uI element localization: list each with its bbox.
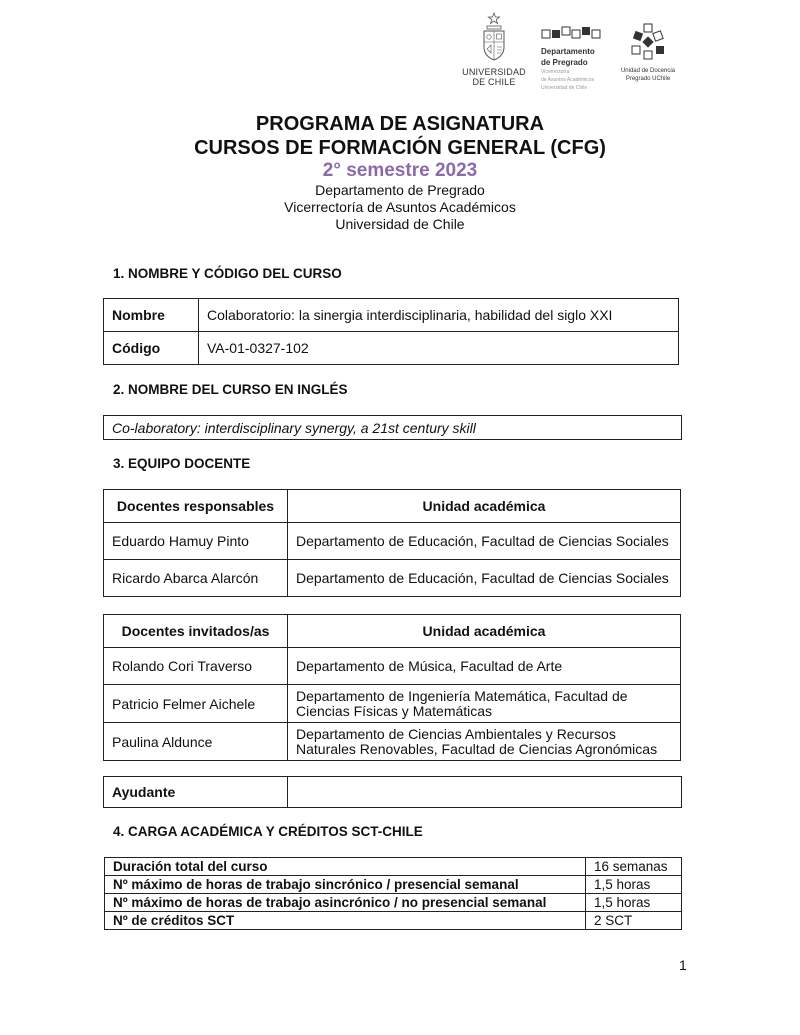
carga-label: Nº máximo de horas de trabajo asincrónico / no presencial semanal: [105, 894, 586, 912]
section-1-heading: 1. NOMBRE Y CÓDIGO DEL CURSO: [113, 266, 342, 281]
unit-name-line-2: Pregrado UChile: [625, 76, 671, 82]
table-row: [105, 894, 682, 912]
table-row: [105, 912, 682, 930]
university-line: Universidad de Chile: [335, 216, 465, 232]
universidad-de-chile-logo: [455, 12, 533, 87]
invitado-unit: [288, 685, 681, 723]
table-row: [104, 523, 681, 560]
table-header-row: [104, 615, 681, 648]
invitado-name: Rolando Cori Traverso: [104, 648, 288, 685]
vicerrectoria-line: Vicerrectoría de Asuntos Académicos: [284, 199, 516, 215]
semester-label: 2° semestre 2023: [322, 160, 478, 181]
docente-name: Eduardo Hamuy Pinto: [104, 523, 288, 560]
ayudante-value: [288, 777, 682, 808]
document-title: PROGRAMA DE ASIGNATURA: [255, 113, 545, 135]
nombre-value: Colaboratorio: la sinergia interdisciplinaria, habilidad del siglo XXI: [199, 299, 679, 332]
docente-name: Ricardo Abarca Alarcón: [104, 560, 288, 597]
page-number: 1: [679, 957, 687, 973]
table-row: [104, 332, 679, 365]
codigo-label: Código: [104, 332, 199, 365]
ayudante-table: [103, 776, 682, 808]
invitado-unit-line: Ciencias Físicas y Matemáticas: [296, 702, 493, 719]
department-line: Departamento de Pregrado: [315, 182, 485, 198]
department-sub-line-2: de Asuntos Académicos: [541, 77, 595, 83]
carga-value: 2 SCT: [586, 912, 682, 930]
section-3-heading: 3. EQUIPO DOCENTE: [113, 456, 251, 471]
table-row: [105, 858, 682, 876]
english-course-name: Co-laboratory: interdisciplinary synergy, a 21st century skill: [104, 416, 682, 440]
carga-label: Nº de créditos SCT: [105, 912, 586, 930]
unit-name-line-1: Unidad de Docencia: [620, 68, 676, 74]
department-title-line-1: Departamento: [541, 47, 595, 56]
invitado-unit: [288, 648, 681, 685]
column-header-docentes-invitados: Docentes invitados/as: [104, 615, 288, 648]
departamento-pregrado-logo: [541, 26, 607, 91]
carga-value: 1,5 horas: [586, 894, 682, 912]
table-row: [105, 876, 682, 894]
university-crest-icon: [479, 12, 509, 62]
docente-unit: Departamento de Educación, Facultad de Ciencias Sociales: [288, 523, 681, 560]
unidad-docencia-mark-icon: [628, 22, 668, 62]
table-row: [104, 416, 682, 440]
document-header: [0, 112, 800, 233]
table-row: [104, 648, 681, 685]
column-header-unidad-academica: Unidad académica: [288, 615, 681, 648]
table-row: [104, 723, 681, 761]
pregrado-squares-icon: [541, 26, 601, 40]
nombre-label: Nombre: [104, 299, 199, 332]
department-title-line-2: de Pregrado: [541, 58, 588, 67]
carga-value: 16 semanas: [586, 858, 682, 876]
invitado-unit-line: Departamento de Música, Facultad de Arte: [296, 657, 563, 674]
department-sub-line-1: Vicerrectoría: [541, 69, 570, 75]
table-row: [104, 299, 679, 332]
carga-academica-table: [104, 857, 682, 930]
column-header-docentes-responsables: Docentes responsables: [104, 490, 288, 523]
carga-value: 1,5 horas: [586, 876, 682, 894]
header-logos: [455, 12, 675, 90]
invitado-unit: [288, 723, 681, 761]
invitado-unit-line: Departamento de Ingeniería Matemática, Facultad de: [296, 687, 628, 704]
table-row: [104, 777, 682, 808]
unidad-docencia-logo: [615, 22, 681, 83]
table-row: [104, 685, 681, 723]
invitado-unit-line: Departamento de Ciencias Ambientales y Recursos: [296, 725, 616, 742]
carga-label: Nº máximo de horas de trabajo sincrónico / presencial semanal: [105, 876, 586, 894]
university-name-line-1: UNIVERSIDAD: [462, 67, 526, 77]
section-2-heading: 2. NOMBRE DEL CURSO EN INGLÉS: [113, 382, 348, 397]
invitado-unit-line: Naturales Renovables, Facultad de Ciencias Agronómicas: [296, 740, 658, 757]
carga-label: Duración total del curso: [105, 858, 586, 876]
table-header-row: [104, 490, 681, 523]
codigo-value: VA-01-0327-102: [199, 332, 679, 365]
invitado-name: Patricio Felmer Aichele: [104, 685, 288, 723]
ayudante-label: Ayudante: [104, 777, 288, 808]
department-sub-line-3: Universidad de Chile: [541, 85, 588, 91]
docentes-invitados-table: [103, 614, 681, 761]
table-row: [104, 560, 681, 597]
document-subtitle: CURSOS DE FORMACIÓN GENERAL (CFG): [194, 137, 606, 159]
docente-unit: Departamento de Educación, Facultad de Ciencias Sociales: [288, 560, 681, 597]
english-name-table: [103, 415, 682, 440]
invitado-name: Paulina Aldunce: [104, 723, 288, 761]
course-name-code-table: [103, 298, 679, 365]
docentes-responsables-table: [103, 489, 681, 597]
section-4-heading: 4. CARGA ACADÉMICA Y CRÉDITOS SCT-CHILE: [113, 824, 423, 839]
university-name-line-2: DE CHILE: [472, 77, 516, 87]
column-header-unidad-academica: Unidad académica: [288, 490, 681, 523]
